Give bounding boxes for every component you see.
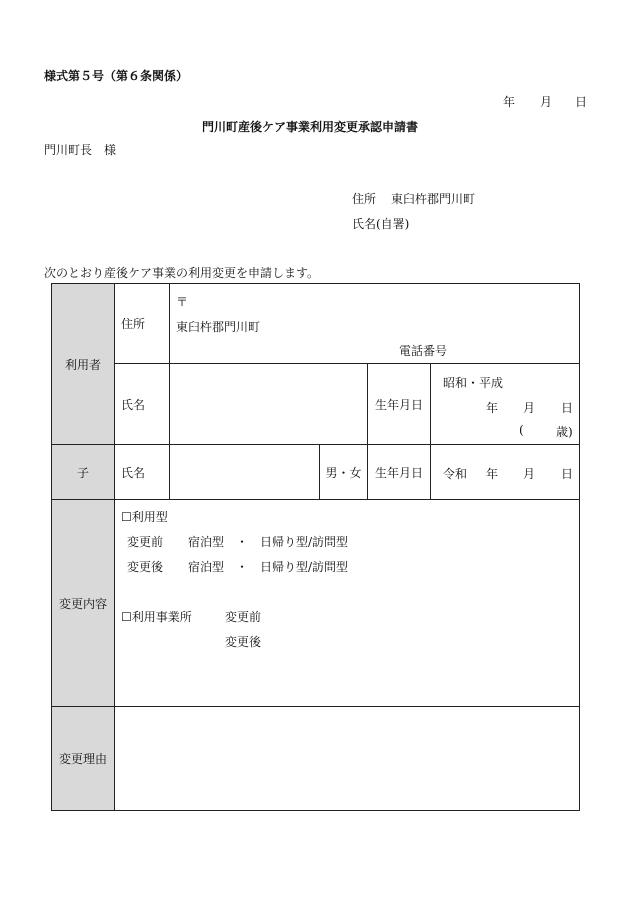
child-section-label: 子 (52, 445, 115, 500)
child-birthdate-label: 生年月日 (368, 445, 431, 500)
user-era: 昭和・平成 (443, 376, 504, 390)
user-year: 年 (486, 401, 499, 415)
user-birthdate-cell[interactable] (431, 364, 580, 445)
user-address-row (52, 284, 580, 364)
child-era: 令和 (443, 467, 468, 481)
user-address-label: 住所 (115, 284, 170, 364)
user-address-cell[interactable] (170, 284, 580, 364)
date-year-label: 年 (503, 95, 516, 109)
document-title: 門川町産後ケア事業利用変更承認申請書 (202, 120, 419, 134)
application-table (51, 283, 580, 811)
child-sex-select[interactable]: 男・女 (320, 445, 368, 500)
usage-type-checkbox[interactable]: ☐利用型 (121, 510, 168, 524)
applicant-address-label: 住所 (352, 192, 377, 206)
user-birthdate-label: 生年月日 (368, 364, 431, 445)
reason-input[interactable] (115, 707, 580, 811)
form-number: 様式第５号（第６条関係） (44, 69, 189, 83)
reason-section-label: 変更理由 (52, 707, 115, 811)
date-day-label: 日 (575, 95, 588, 109)
user-section-label: 利用者 (52, 284, 115, 445)
office-checkbox[interactable]: ☐利用事業所 (121, 610, 192, 624)
applicant-address-value: 東臼杵郡門川町 (391, 192, 476, 206)
user-age-open: ( (519, 423, 524, 437)
child-day: 日 (561, 467, 574, 481)
user-day: 日 (561, 401, 574, 415)
office-before-label: 変更前 (225, 610, 262, 624)
child-name-input[interactable] (170, 445, 320, 500)
change-section-label: 変更内容 (52, 500, 115, 707)
postal-mark: 〒 (176, 295, 189, 309)
user-age-close: 歳) (556, 425, 573, 439)
office-after-label: 変更後 (225, 635, 262, 649)
type-before-label: 変更前 (127, 535, 164, 549)
child-year: 年 (486, 467, 499, 481)
type-after-label: 変更後 (127, 560, 164, 574)
phone-label: 電話番号 (399, 344, 448, 358)
date-month-label: 月 (540, 95, 553, 109)
type-after-options[interactable]: 宿泊型 ・ 日帰り型/訪問型 (188, 560, 349, 574)
user-name-label: 氏名 (115, 364, 170, 445)
user-name-input[interactable] (170, 364, 368, 445)
reason-row (52, 707, 580, 811)
user-month: 月 (523, 401, 536, 415)
user-name-row (52, 364, 580, 445)
intro-text: 次のとおり産後ケア事業の利用変更を申請します。 (44, 266, 320, 280)
applicant-name-label: 氏名(自署) (352, 217, 410, 231)
addressee: 門川町長 様 (44, 143, 117, 157)
user-address-value: 東臼杵郡門川町 (176, 320, 261, 334)
change-content-cell (115, 500, 580, 707)
child-month: 月 (523, 467, 536, 481)
child-birthdate-cell[interactable] (431, 445, 580, 500)
child-name-label: 氏名 (115, 445, 170, 500)
child-row (52, 445, 580, 500)
type-before-options[interactable]: 宿泊型 ・ 日帰り型/訪問型 (188, 535, 349, 549)
change-row (52, 500, 580, 707)
